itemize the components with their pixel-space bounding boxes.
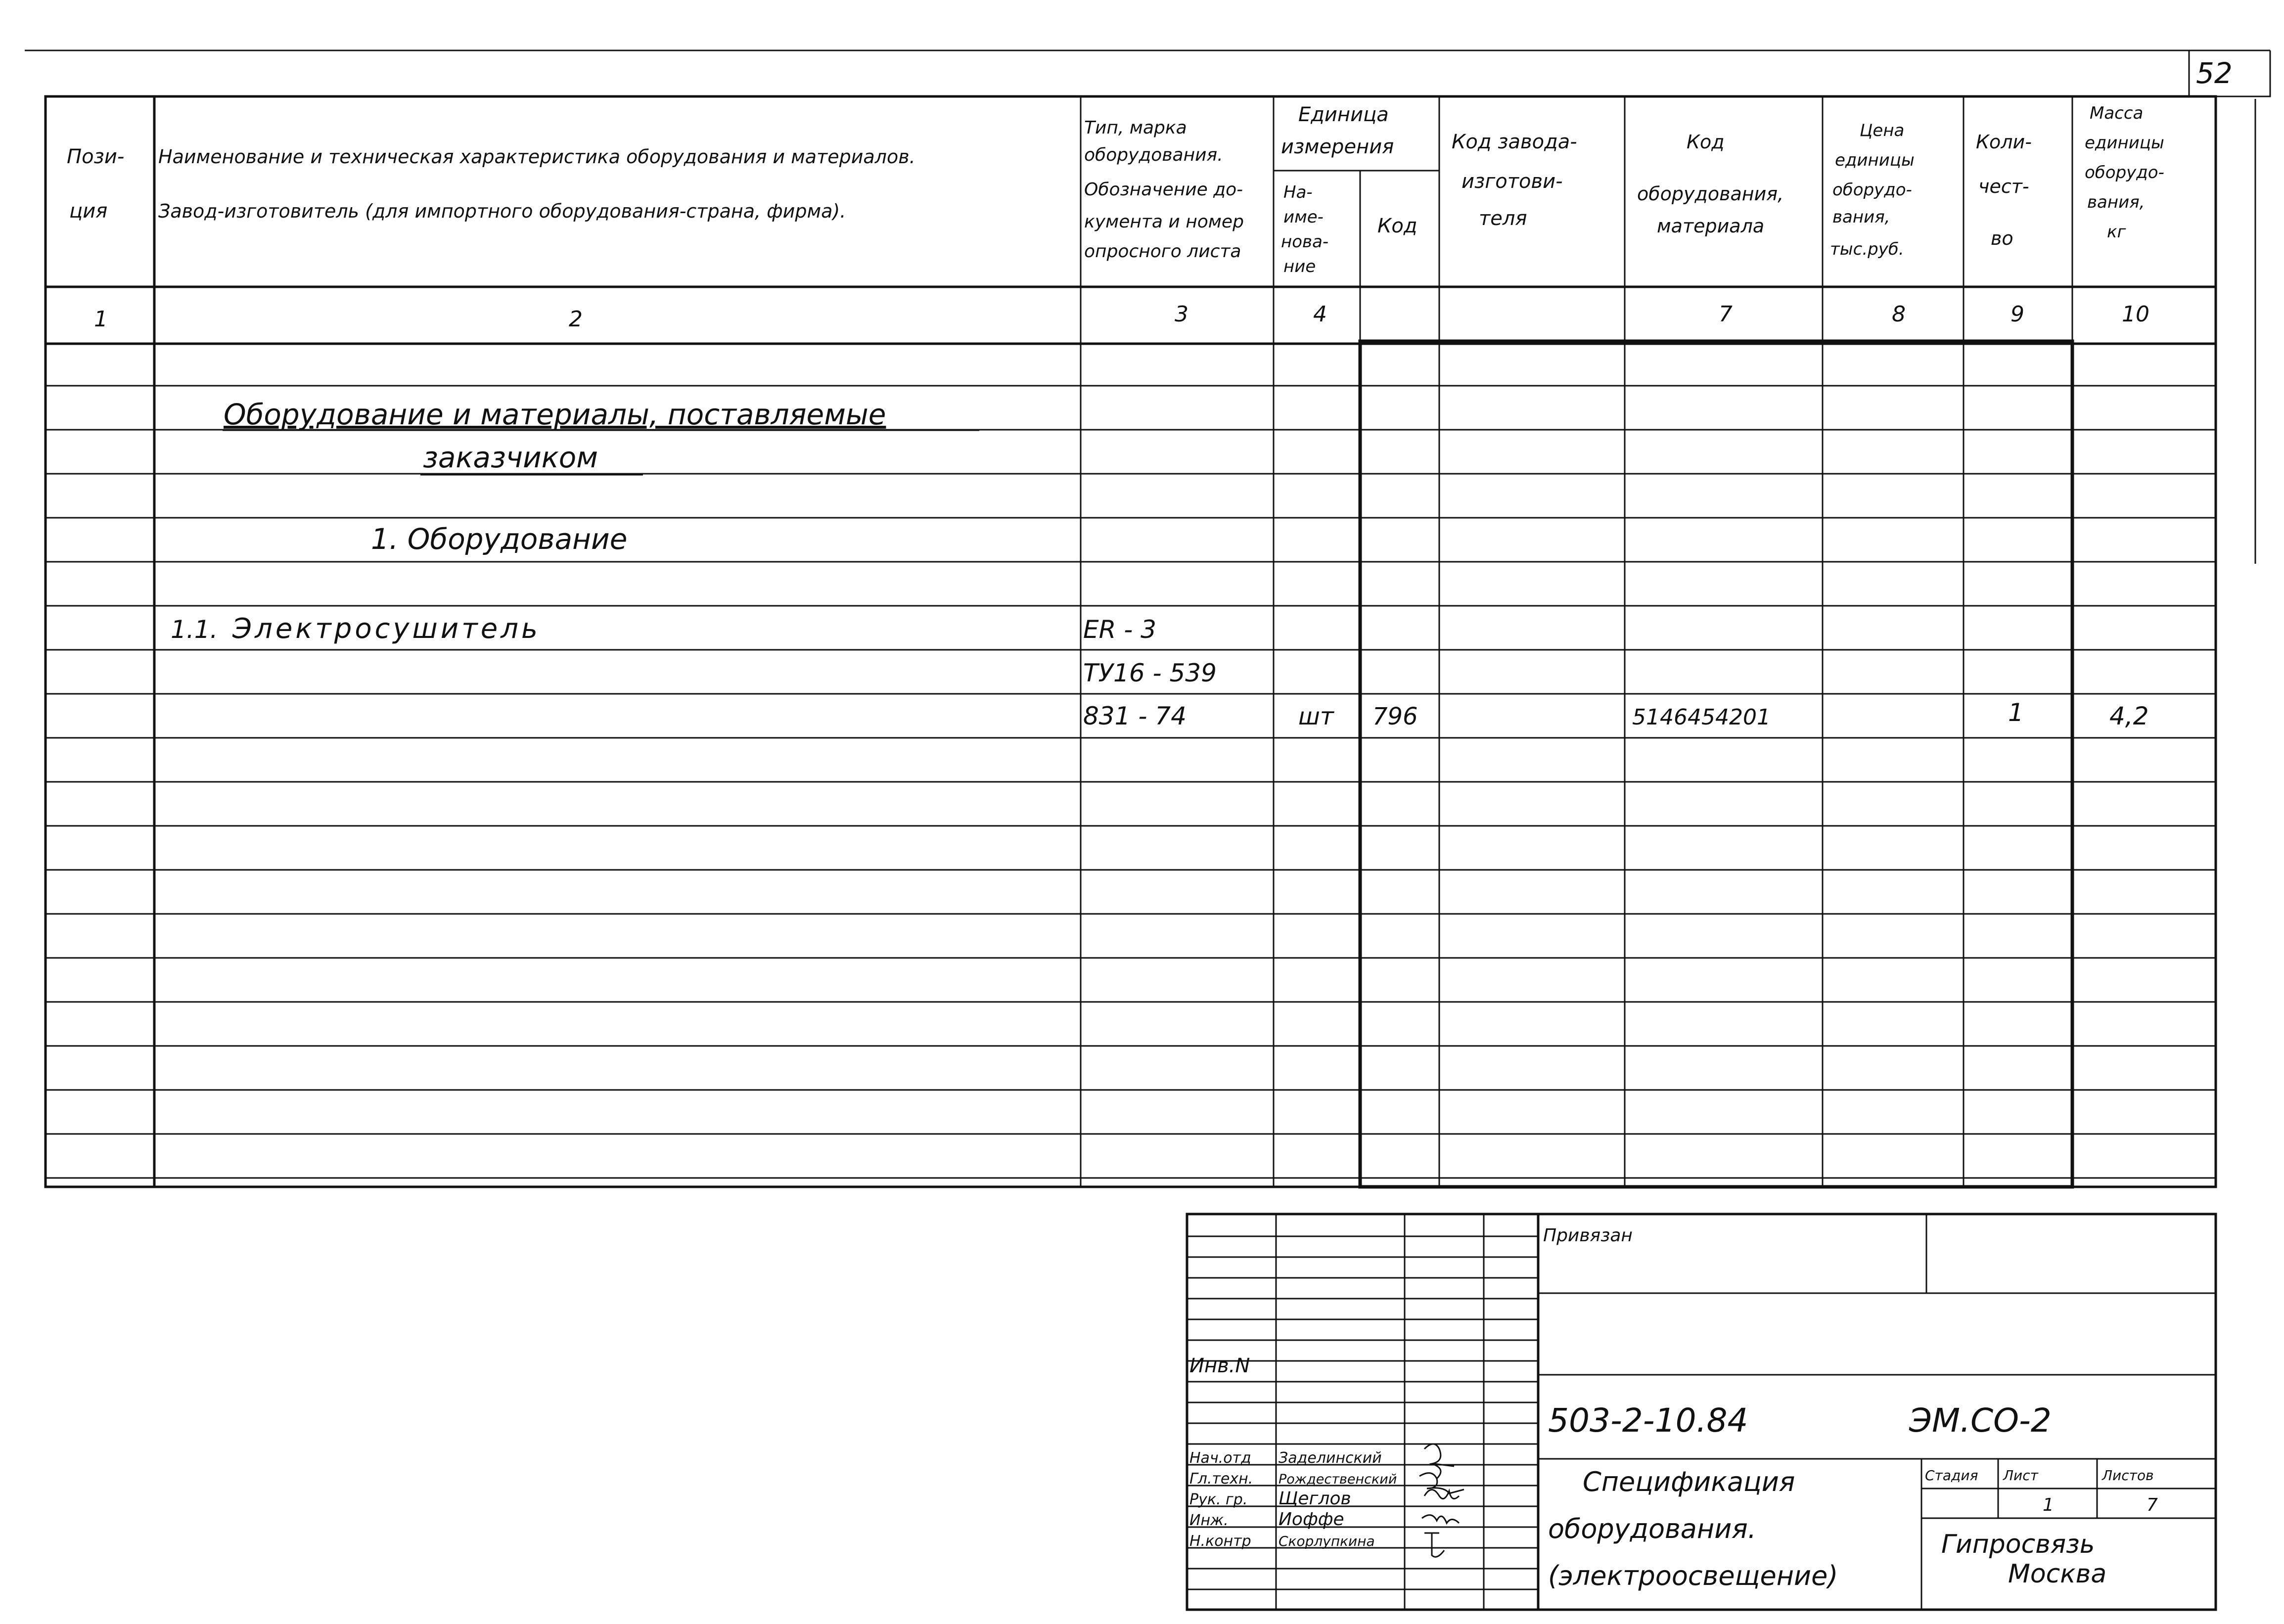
stamp-sheets-value: 7	[2147, 1495, 2158, 1515]
col-number: 8	[1892, 302, 1906, 327]
header-unit-name: На- име- нова- ние	[1281, 182, 1329, 276]
stamp-inv: Инв.N	[1189, 1354, 1250, 1377]
header-name: Наименование и техническая характеристика оборудования и материалов. Завод-изготовитель (для импортного оборудования-страна, фирма).	[158, 146, 915, 222]
staff-name: Скорлупкина	[1279, 1533, 1375, 1549]
staff-role: Нач.отд	[1189, 1449, 1251, 1467]
header-mass: Масса единицы оборудо- вания, кг	[2085, 103, 2164, 242]
staff-name: Иоффе	[1279, 1509, 1344, 1530]
item-type-line: 831 - 74	[1083, 702, 1187, 730]
header-unit-group: Единица измерения	[1281, 103, 1394, 158]
header-type: Тип, марка оборудования. Обозначение до- кумента и номер опросного листа	[1084, 118, 1244, 262]
stamp-staff	[1189, 1449, 1397, 1550]
stamp-sheet-value: 1	[2043, 1495, 2054, 1515]
item-unit-code: 796	[1372, 703, 1418, 730]
staff-role: Гл.техн.	[1189, 1470, 1253, 1488]
subsection-title: 1. Оборудование	[371, 522, 628, 556]
header-qty: Коли- чест- во	[1976, 131, 2032, 249]
col-number: 3	[1175, 302, 1188, 327]
stamp-sheet-code: ЭМ.СО-2	[1909, 1401, 2052, 1440]
signatures	[1419, 1444, 1464, 1557]
col-number: 4	[1313, 302, 1327, 327]
header-equip-code: Код оборудования, материала	[1637, 131, 1784, 237]
staff-name: Рождественский	[1279, 1472, 1397, 1487]
staff-role: Н.контр	[1189, 1533, 1251, 1550]
section-title-line2: заказчиком	[423, 441, 598, 474]
column-numbers-row	[94, 302, 2149, 332]
stamp-stage-label: Стадия	[1925, 1467, 1978, 1484]
item-type-line: ТУ16 - 539	[1083, 659, 1217, 687]
header-position: Пози- ция	[67, 145, 125, 223]
header-maker-code: Код завода- изготови- теля	[1452, 131, 1577, 230]
staff-role: Инж.	[1189, 1512, 1229, 1529]
stamp-bound: Привязан	[1543, 1225, 1633, 1246]
item-type-line: ER - 3	[1083, 615, 1156, 644]
staff-name: Заделинский	[1279, 1449, 1382, 1467]
item-position: 1.1.	[171, 615, 218, 644]
col-number: 10	[2122, 302, 2149, 327]
table-body	[171, 398, 2149, 730]
staff-role: Рук. гр.	[1189, 1491, 1248, 1508]
col-number: 7	[1719, 302, 1733, 327]
table-header	[67, 103, 2170, 276]
section-title-line1: Оборудование и материалы, поставляемые	[224, 398, 886, 431]
stamp-sheets-label: Листов	[2102, 1467, 2154, 1484]
table-row-lines	[46, 386, 2216, 1178]
header-price: Цена единицы оборудо- вания, тыс.руб.	[1830, 121, 1915, 259]
item-name: Электросушитель	[232, 613, 541, 645]
header-unit-code: Код	[1377, 215, 1417, 237]
col-number: 1	[94, 307, 108, 332]
stamp-sheet-label: Лист	[2003, 1467, 2038, 1484]
stamp-organization: Гипросвязь Москва	[1941, 1530, 2107, 1589]
stamp-doc-code: 503-2-10.84	[1548, 1401, 1748, 1440]
item-equip-code: 5146454201	[1632, 705, 1771, 730]
col-number: 9	[2010, 302, 2024, 327]
stamp-title: Спецификация оборудования. (электроосвещение)	[1548, 1466, 1838, 1591]
item-qty: 1	[2008, 698, 2024, 727]
item-mass: 4,2	[2109, 702, 2149, 730]
col-number: 2	[569, 307, 583, 332]
item-unit-name: шт	[1298, 703, 1334, 730]
staff-name: Щеглов	[1279, 1489, 1351, 1509]
page-number: 52	[2196, 56, 2233, 90]
